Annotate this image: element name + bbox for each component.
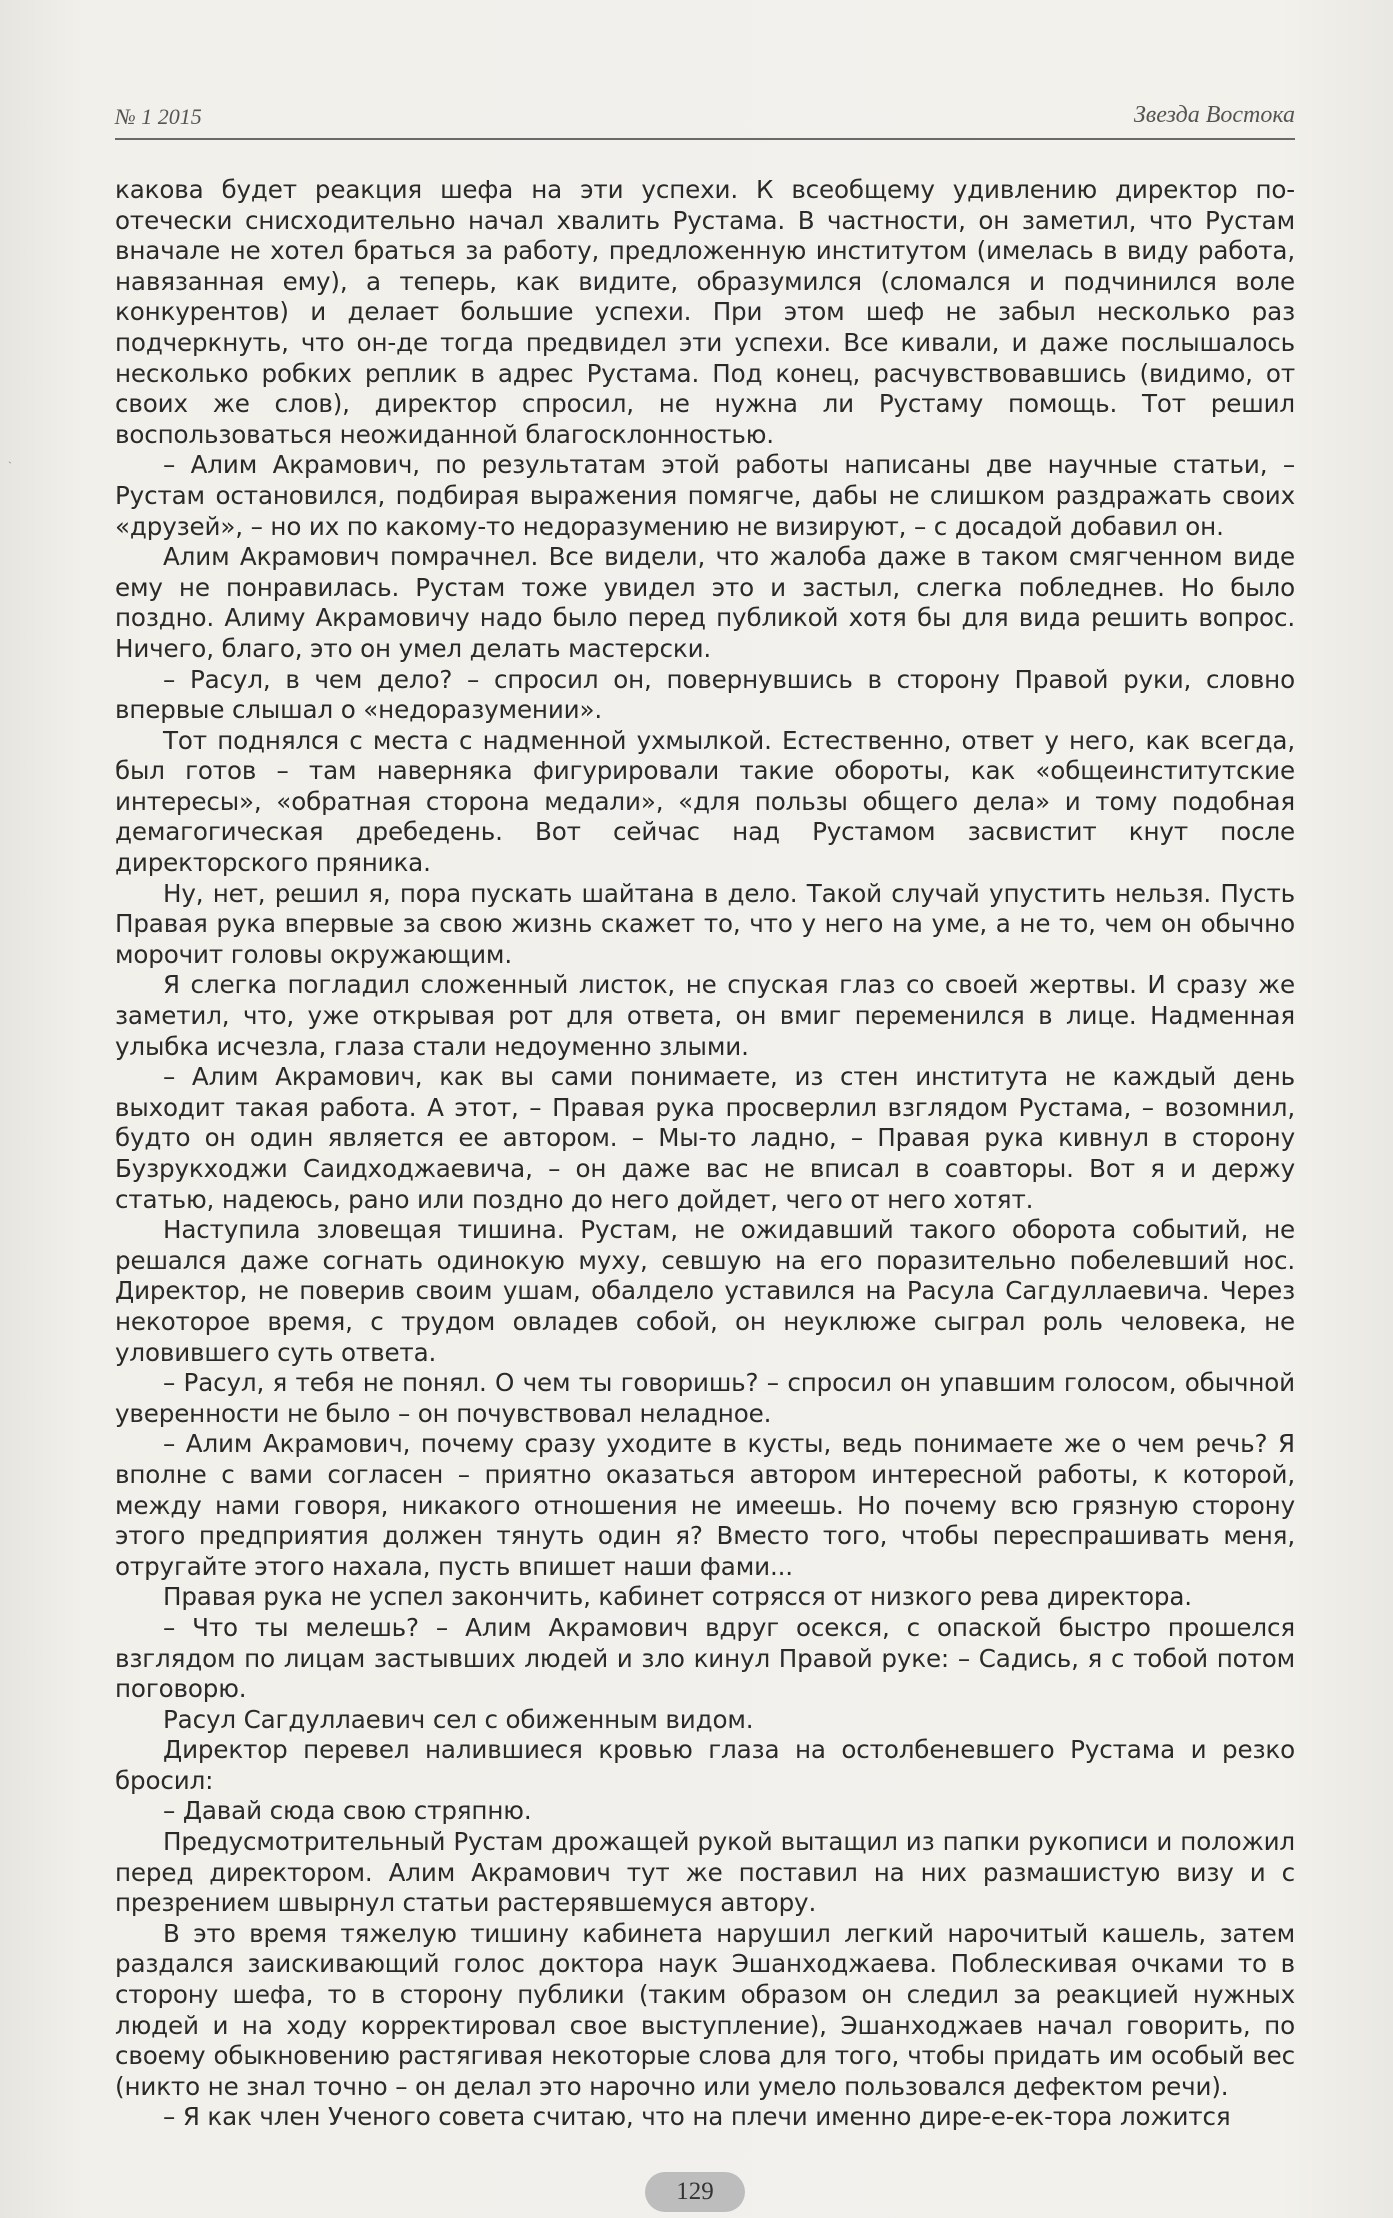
paragraph: Расул Сагдуллаевич сел с обиженным видом. xyxy=(163,1704,754,1734)
margin-mark: ˎ xyxy=(8,450,12,464)
paragraph: – Что ты мелешь? – Алим Акрамович вдруг осекся, с опаской быстро прошелся взглядом по лицам застывших людей и зло кинул Правой руке: – Садись, я с тобой потом поговорю. xyxy=(115,1612,1295,1704)
issue-number: № 1 2015 xyxy=(115,104,202,129)
paragraph: Предусмотрительный Рустам дрожащей рукой вытащил из папки рукописи и положил перед директором. Алим Акрамович тут же поставил на них размашистую визу и с презрением швырнул статьи растерявшемуся автору. xyxy=(115,1827,1295,1918)
paragraph: – Расул, в чем дело? – спросил он, повернувшись в сторону Правой руки, словно впервые слышал о «недоразумении». xyxy=(115,664,1295,725)
paragraph: какова будет реакция шефа на эти успехи. К всеобщему удивлению директор по-отечески снисходительно начал хвалить Рустама. В частности, он заметил, что Рустам вначале не хотел браться за работу, предложенную институтом (имелась в виду работа, навязанная ему), а теперь, как видите, образумился (сломался и подчинился воле конкурентов) и делает большие успехи. При этом шеф не забыл несколько раз подчеркнуть, что он-де тогда предвидел эти успехи. Все кивали, и даже послышалось несколько робких реплик в адрес Рустама. Под конец, расчувствовавшись (видимо, от своих же слов), директор спросил, не нужна ли Рустаму помощь. Тот решил воспользоваться неожиданной благосклонностью. xyxy=(115,175,1295,449)
paragraph: – Алим Акрамович, как вы сами понимаете, из стен института не каждый день выходит такая работа. А этот, – Правая рука просверлил взглядом Рустама, – возомнил, будто он один является ее автором. – Мы-то ладно, – Правая рука кивнул в сторону Бузрукходжи Саидходжаевича, – он даже вас не вписал в соавторы. Вот я и держу статью, надеюсь, рано или поздно до него дойдет, чего от него хотят. xyxy=(115,1062,1295,1214)
journal-title: Звезда Востока xyxy=(1133,102,1295,128)
paragraph: Алим Акрамович помрачнел. Все видели, что жалоба даже в таком смягченном виде ему не понравилась. Рустам тоже увидел это и застыл, слегка побледнев. Но было поздно. Алиму Акрамовичу надо было перед публикой хотя бы для вида решить вопрос. Ничего, благо, это он умел делать мастерски. xyxy=(115,542,1295,663)
running-header xyxy=(115,100,1295,140)
article-body xyxy=(115,175,1295,2133)
paragraph: – Я как член Ученого совета считаю, что на плечи именно дире-е-ек-тора ложится xyxy=(163,2102,1231,2132)
paragraph: – Расул, я тебя не понял. О чем ты говоришь? – спросил он упавшим голосом, обычной уверенности не было – он почувствовал неладное. xyxy=(115,1368,1295,1428)
paragraph: – Алим Акрамович, по результатам этой работы написаны две научные статьи, – Рустам остановился, подбирая выражения помягче, дабы не слишком раздражать своих «друзей», – но их по какому-то недоразумению не визируют, – с досадой добавил он. xyxy=(115,450,1295,541)
paragraph: Я слегка погладил сложенный листок, не спуская глаз со своей жертвы. И сразу же заметил, что, уже открывая рот для ответа, он вмиг переменился в лице. Надменная улыбка исчезла, глаза стали недоуменно злыми. xyxy=(115,970,1295,1061)
paragraph: Директор перевел налившиеся кровью глаза на остолбеневшего Рустама и резко бросил: xyxy=(115,1735,1295,1795)
paragraph: В это время тяжелую тишину кабинета нарушил легкий нарочитый кашель, затем раздался заискивающий голос доктора наук Эшанходжаева. Поблескивая очками то в сторону шефа, то в сторону публики (таким образом он следил за реакцией нужных людей и на ходу корректировал свое выступление), Эшанходжаев начал говорить, по своему обыкновению растягивая некоторые слова для того, чтобы придать им особый вес (никто не знал точно – он делал это нарочно или умело пользовался дефектом речи). xyxy=(115,1918,1295,2101)
paragraph: Правая рука не успел закончить, кабинет сотрясся от низкого рева директора. xyxy=(163,1582,1192,1612)
paragraph: – Давай сюда свою стряпню. xyxy=(163,1796,532,1826)
paragraph: Тот поднялся с места с надменной ухмылкой. Естественно, ответ у него, как всегда, был готов – там наверняка фигурировали такие обороты, как «общеинститутские интересы», «обратная сторона медали», «для пользы общего дела» и тому подобная демагогическая дребедень. Вот сейчас над Рустамом засвистит кнут после директорского пряника. xyxy=(115,725,1295,878)
paragraph: Наступила зловещая тишина. Рустам, не ожидавший такого оборота событий, не решался даже согнать одинокую муху, севшую на его поразительно побелевший нос. Директор, не поверив своим ушам, обалдело уставился на Расула Сагдуллаевича. Через некоторое время, с трудом овладев собой, он неуклюже сыграл роль человека, не уловившего суть ответа. xyxy=(115,1215,1295,1367)
page-number: 129 xyxy=(645,2172,745,2212)
paragraph: – Алим Акрамович, почему сразу уходите в кусты, ведь понимаете же о чем речь? Я вполне с вами согласен – приятно оказаться автором интересной работы, к которой, между нами говоря, никакого отношения не имеешь. Но почему всю грязную сторону этого предприятия должен тянуть один я? Вместо того, чтобы переспрашивать меня, отругайте этого нахала, пусть впишет наши фами... xyxy=(115,1429,1295,1581)
paragraph: Ну, нет, решил я, пора пускать шайтана в дело. Такой случай упустить нельзя. Пусть Правая рука впервые за свою жизнь скажет то, что у него на уме, а не то, чем он обычно морочит головы окружающим. xyxy=(115,878,1295,969)
